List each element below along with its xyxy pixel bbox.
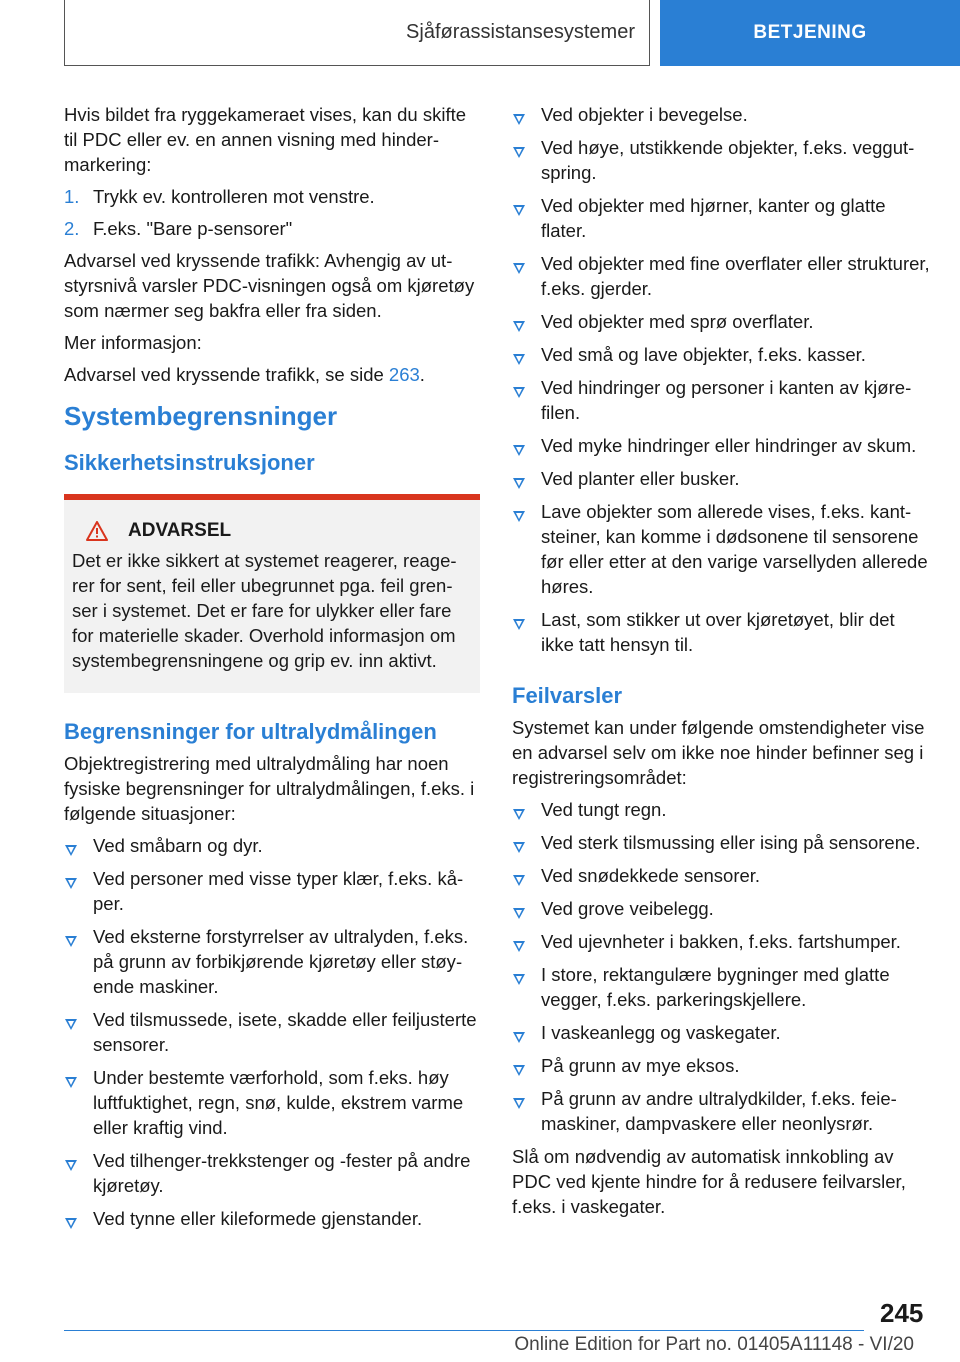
list-item-text: Ved tynne eller kileformede gjenstander.	[93, 1208, 423, 1229]
triangle-bullet-icon	[65, 1019, 77, 1030]
list-item	[512, 1053, 930, 1078]
section-title-box	[64, 0, 650, 66]
list-item	[512, 607, 930, 657]
list-item-text: Ved tilhenger-trekkstenger og -fester på andre kjøretøy.	[93, 1150, 471, 1196]
triangle-bullet-icon	[513, 875, 525, 886]
object-limits-list	[512, 102, 930, 657]
list-item	[512, 962, 930, 1012]
warning-title: ADVARSEL	[128, 520, 232, 541]
triangle-bullet-icon	[513, 114, 525, 125]
chapter-tab	[660, 0, 960, 66]
list-item-text: Ved eksterne forstyrrelser av ultralyden, f.eks. på grunn av forbikjørende kjøretøy eller støyende maskiner.	[93, 926, 469, 997]
list-item-text: Ved sterk tilsmussing eller ising på sensorene.	[541, 832, 921, 853]
triangle-bullet-icon	[513, 908, 525, 919]
triangle-bullet-icon	[513, 205, 525, 216]
list-item-text: Ved småbarn og dyr.	[93, 835, 263, 856]
ultrasonic-list	[64, 833, 480, 1231]
list-item-text: Ved høye, utstikkende objekter, f.eks. veggutspring.	[541, 137, 915, 183]
list-item-text: Lave objekter som allerede vises, f.eks. kantsteiner, kan komme i dødsonene til sensorene før eller etter at den varige varsellyden allerede høres.	[541, 501, 928, 597]
list-item	[512, 929, 930, 954]
heading-safety: Sikkerhetsinstruksjoner	[64, 450, 315, 475]
intro-paragraph: Hvis bildet fra ryggekameraet vises, kan du skifte til PDC eller ev. en annen visning med hindermarkering:	[64, 104, 467, 175]
list-item-text: Ved objekter med fine overflater eller strukturer, f.eks. gjerder.	[541, 253, 930, 299]
triangle-bullet-icon	[513, 1098, 525, 1109]
triangle-bullet-icon	[513, 478, 525, 489]
list-item-text: På grunn av andre ultralydkilder, f.eks. feiemaskiner, dampvaskere eller neonlysrør.	[541, 1088, 897, 1134]
list-item	[512, 102, 930, 127]
list-item	[64, 1007, 480, 1057]
heading-system-limits: Systembegrensninger	[64, 401, 338, 431]
triangle-bullet-icon	[513, 809, 525, 820]
step-item	[64, 184, 480, 209]
list-item	[512, 830, 930, 855]
triangle-bullet-icon	[513, 1065, 525, 1076]
list-item	[64, 1065, 480, 1140]
list-item-text: Last, som stikker ut over kjøretøyet, blir det ikke tatt hensyn til.	[541, 609, 895, 655]
list-item-text: Ved objekter med hjørner, kanter og glatte flater.	[541, 195, 886, 241]
list-item	[512, 309, 930, 334]
list-item	[512, 433, 930, 458]
list-item	[64, 833, 480, 858]
list-item	[64, 866, 480, 916]
footer-divider	[64, 1330, 864, 1331]
triangle-bullet-icon	[513, 974, 525, 985]
step-number: 1.	[64, 186, 80, 207]
list-item-text: Ved objekter i bevegelse.	[541, 104, 748, 125]
heading-ultrasonic-limits: Begrensninger for ultralydmålingen	[64, 719, 437, 744]
warning-triangle-icon	[86, 521, 108, 541]
triangle-bullet-icon	[513, 619, 525, 630]
list-item	[512, 466, 930, 491]
list-item	[512, 1020, 930, 1045]
list-item-text: Ved personer med visse typer klær, f.eks. kåper.	[93, 868, 464, 914]
list-item	[512, 499, 930, 599]
triangle-bullet-icon	[513, 511, 525, 522]
section-title: Sjåførassistansesystemer	[406, 21, 635, 43]
list-item	[64, 1148, 480, 1198]
right-column	[512, 102, 930, 1226]
triangle-bullet-icon	[65, 1218, 77, 1229]
list-item-text: Ved snødekkede sensorer.	[541, 865, 761, 886]
list-item-text: Ved objekter med sprø overflater.	[541, 311, 814, 332]
triangle-bullet-icon	[65, 1160, 77, 1171]
edition-footer: Online Edition for Part no. 01405A11148 - VI/20	[514, 1334, 914, 1355]
triangle-bullet-icon	[65, 936, 77, 947]
left-column	[64, 102, 480, 1239]
list-item-text: I store, rektangulære bygninger med glatte vegger, f.eks. parkeringskjellere.	[541, 964, 890, 1010]
triangle-bullet-icon	[513, 147, 525, 158]
step-number: 2.	[64, 218, 80, 239]
list-item	[512, 863, 930, 888]
triangle-bullet-icon	[65, 845, 77, 856]
list-item-text: Ved grove veibelegg.	[541, 898, 714, 919]
steps-list	[64, 184, 480, 241]
list-item-text: I vaskeanlegg og vaskegater.	[541, 1022, 781, 1043]
triangle-bullet-icon	[65, 878, 77, 889]
triangle-bullet-icon	[513, 941, 525, 952]
list-item-text: På grunn av mye eksos.	[541, 1055, 740, 1076]
triangle-bullet-icon	[513, 842, 525, 853]
more-info-label: Mer informasjon:	[64, 332, 202, 353]
triangle-bullet-icon	[513, 263, 525, 274]
list-item-text: Ved tungt regn.	[541, 799, 667, 820]
triangle-bullet-icon	[65, 1077, 77, 1088]
list-item	[64, 924, 480, 999]
list-item	[512, 1086, 930, 1136]
list-item	[512, 342, 930, 367]
page-number: 245	[880, 1298, 924, 1328]
page-reference-link[interactable]: 263	[388, 364, 420, 385]
list-item-text: Ved små og lave objekter, f.eks. kasser.	[541, 344, 866, 365]
closing-paragraph: Slå om nødvendig av automatisk innkobling av PDC ved kjente hindre for å redusere feilvarsler, f.eks. i vaskegater.	[512, 1146, 906, 1217]
list-item	[512, 135, 930, 185]
false-warnings-list	[512, 797, 930, 1136]
list-item-text: Ved hindringer og personer i kanten av kjørefilen.	[541, 377, 912, 423]
list-item	[512, 251, 930, 301]
list-item	[512, 375, 930, 425]
list-item	[512, 797, 930, 822]
reference-paragraph	[64, 362, 480, 387]
warning-header	[72, 520, 472, 542]
triangle-bullet-icon	[513, 1032, 525, 1043]
list-item	[512, 896, 930, 921]
list-item-text: Ved ujevnheter i bakken, f.eks. fartshumper.	[541, 931, 901, 952]
triangle-bullet-icon	[513, 445, 525, 456]
list-item-text: Under bestemte værforhold, som f.eks. høy luftfuktighet, regn, snø, kulde, ekstrem varme eller kraftig vind.	[93, 1067, 464, 1138]
list-item-text: Ved planter eller busker.	[541, 468, 740, 489]
warning-box	[64, 494, 480, 693]
reference-end: .	[419, 364, 425, 385]
heading-false-warnings: Feilvarsler	[512, 683, 623, 708]
ultrasonic-intro: Objektregistrering med ultralydmåling har noen fysiske begrensninger for ultralydmålingen, f.eks. i følgende situasjoner:	[64, 753, 475, 824]
triangle-bullet-icon	[513, 321, 525, 332]
page-header	[0, 0, 960, 66]
cross-traffic-paragraph: Advarsel ved kryssende trafikk: Avhengig av utstyrsnivå varsler PDC-visningen også om kjøretøy som nærmer seg bakfra eller fra siden.	[64, 250, 475, 321]
step-text: F.eks. "Bare p-sensorer"	[93, 218, 293, 239]
list-item	[64, 1206, 480, 1231]
chapter-title: BETJENING	[753, 22, 867, 43]
list-item-text: Ved tilsmussede, isete, skadde eller feiljusterte sensorer.	[93, 1009, 477, 1055]
step-item	[64, 216, 480, 241]
reference-text: Advarsel ved kryssende trafikk, se side	[64, 364, 389, 385]
step-text: Trykk ev. kontrolleren mot venstre.	[93, 186, 375, 207]
false-warnings-intro: Systemet kan under følgende omstendigheter vise en advarsel selv om ikke noe hinder befinner seg i registreringsområdet:	[512, 717, 925, 788]
warning-text: Det er ikke sikkert at systemet reagerer, reagerer for sent, feil eller ubegrunnet pga. feil grenser i systemet. Det er fare for ulykker eller fare for materielle skader. Overhold informasjon om systembegrensningene og grip ev. inn aktivt.	[72, 550, 457, 671]
list-item-text: Ved myke hindringer eller hindringer av skum.	[541, 435, 917, 456]
triangle-bullet-icon	[513, 387, 525, 398]
triangle-bullet-icon	[513, 354, 525, 365]
list-item	[512, 193, 930, 243]
